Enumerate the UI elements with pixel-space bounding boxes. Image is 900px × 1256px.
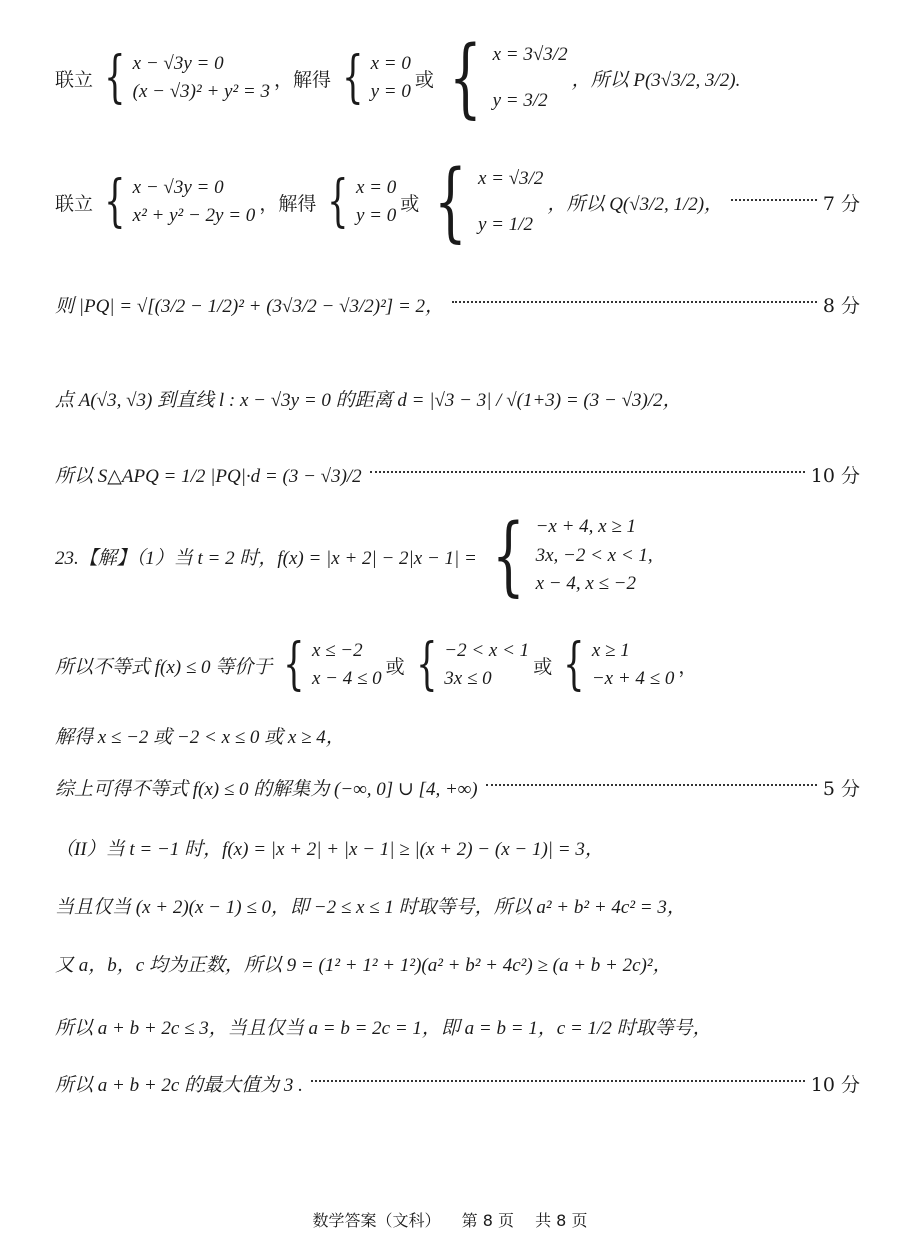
solution-line-3 — [55, 272, 860, 336]
dot-leader — [370, 470, 805, 473]
inequality-system: { −2 < x < 1 3x ≤ 0 — [415, 632, 530, 697]
score-label: 7 分 — [822, 192, 860, 215]
solution-system: { x = 0 y = 0 — [327, 169, 397, 234]
footer-total-pages: 共 8 页 — [535, 1211, 588, 1230]
inequality-system: { x ≤ −2 x − 4 ≤ 0 — [283, 632, 382, 697]
pq-length: 则 |PQ| = √[(3/2 − 1/2)² + (3√3/2 − √3/2)²] = 2， — [55, 295, 445, 317]
solution-line-4 — [55, 368, 860, 428]
point-q: ，所以 Q(√3/2, 1/2)， — [547, 193, 724, 215]
piecewise-cases: { −x + 4, x ≥ 1 3x, −2 < x < 1, x − 4, x ≤ −2 — [491, 506, 653, 606]
solution-line-12: 又 a，b，c 均为正数，所以 9 = (1² + 1² + 1²)(a² + b² + 4c²) ≥ (a + b + 2c)²， — [55, 954, 672, 976]
distance-formula: 点 A(√3, √3) 到直线 l : x − √3y = 0 的距离 d = |√3 − 3| / √(1+3) = (3 − √3)/2， — [55, 389, 682, 411]
equation-system: { x − √3y = 0 (x − √3)² + y² = 3 — [104, 45, 270, 110]
solution-line-14 — [55, 1066, 860, 1100]
solution-line-13: 所以 a + b + 2c ≤ 3，当且仅当 a = b = 2c = 1，即 a = b = 1，c = 1/2 时取等号， — [55, 1017, 712, 1039]
score-label: 5 分 — [822, 777, 860, 800]
dot-leader — [452, 300, 817, 303]
inequality-system: { x ≥ 1 −x + 4 ≤ 0 — [563, 632, 675, 697]
triangle-area: 所以 S△APQ = 1/2 |PQ|·d = (3 − √3)/2 — [55, 465, 362, 487]
solution-line-7: 所以不等式 f(x) ≤ 0 等价于 { x ≤ −2 x − 4 ≤ 0 或 { −2 < x < 1 3x ≤ 0 或 { x ≥ 1 −x + 4 ≤ 0 ， — [55, 632, 698, 697]
solution-system: { x = 3√3/2 y = 3/2 — [448, 28, 568, 128]
score-label: 8 分 — [822, 294, 860, 317]
score-label: 10 分 — [810, 1073, 860, 1096]
footer-subject: 数学答案（文科） — [312, 1211, 441, 1230]
page-footer — [0, 1208, 900, 1231]
max-value: 所以 a + b + 2c 的最大值为 3 . — [55, 1074, 303, 1096]
score-label: 10 分 — [810, 464, 860, 487]
equation-system: { x − √3y = 0 x² + y² − 2y = 0 — [104, 169, 256, 234]
solution-line-8: 解得 x ≤ −2 或 −2 < x ≤ 0 或 x ≥ 4， — [55, 726, 345, 748]
problem-23-part-1 — [55, 506, 860, 606]
footer-page-number: 第 8 页 — [461, 1211, 514, 1230]
solution-line-5 — [55, 444, 860, 504]
solution-line-11: 当且仅当 (x + 2)(x − 1) ≤ 0，即 −2 ≤ x ≤ 1 时取等号，所以 a² + b² + 4c² = 3， — [55, 896, 686, 918]
dot-leader — [731, 198, 817, 201]
solution-line-9 — [55, 770, 860, 804]
solution-system: { x = 0 y = 0 — [342, 45, 411, 110]
line-prefix: 联立 — [55, 68, 94, 91]
dot-leader — [486, 783, 817, 786]
solution-system: { x = √3/2 y = 1/2 — [434, 152, 544, 252]
piecewise-intro: 23.【解】（1）当 t = 2 时，f(x) = |x + 2| − 2|x − 1| = — [55, 547, 477, 569]
solution-line-1: 联立 { x − √3y = 0 (x − √3)² + y² = 3 ，解得 { x = 0 y = 0 或 { x = 3√3/2 y = 3/2 ，所以 P(3√3/2, 3/2). — [55, 28, 741, 128]
solution-set: 综上可得不等式 f(x) ≤ 0 的解集为 (−∞, 0] ∪ [4, +∞) — [55, 778, 478, 800]
solution-line-2: 联立 { x − √3y = 0 x² + y² − 2y = 0 ，解得 { x = 0 y = 0 或 { x = √3/2 y = 1/2 ，所以 Q(√3/2, 1/2)， 7 分 — [55, 152, 860, 252]
point-p: ，所以 P(3√3/2, 3/2). — [571, 69, 741, 91]
dot-leader — [311, 1079, 805, 1082]
problem-23-part-2: （II）当 t = −1 时，f(x) = |x + 2| + |x − 1| ≥ |(x + 2) − (x − 1)| = 3， — [55, 838, 604, 860]
